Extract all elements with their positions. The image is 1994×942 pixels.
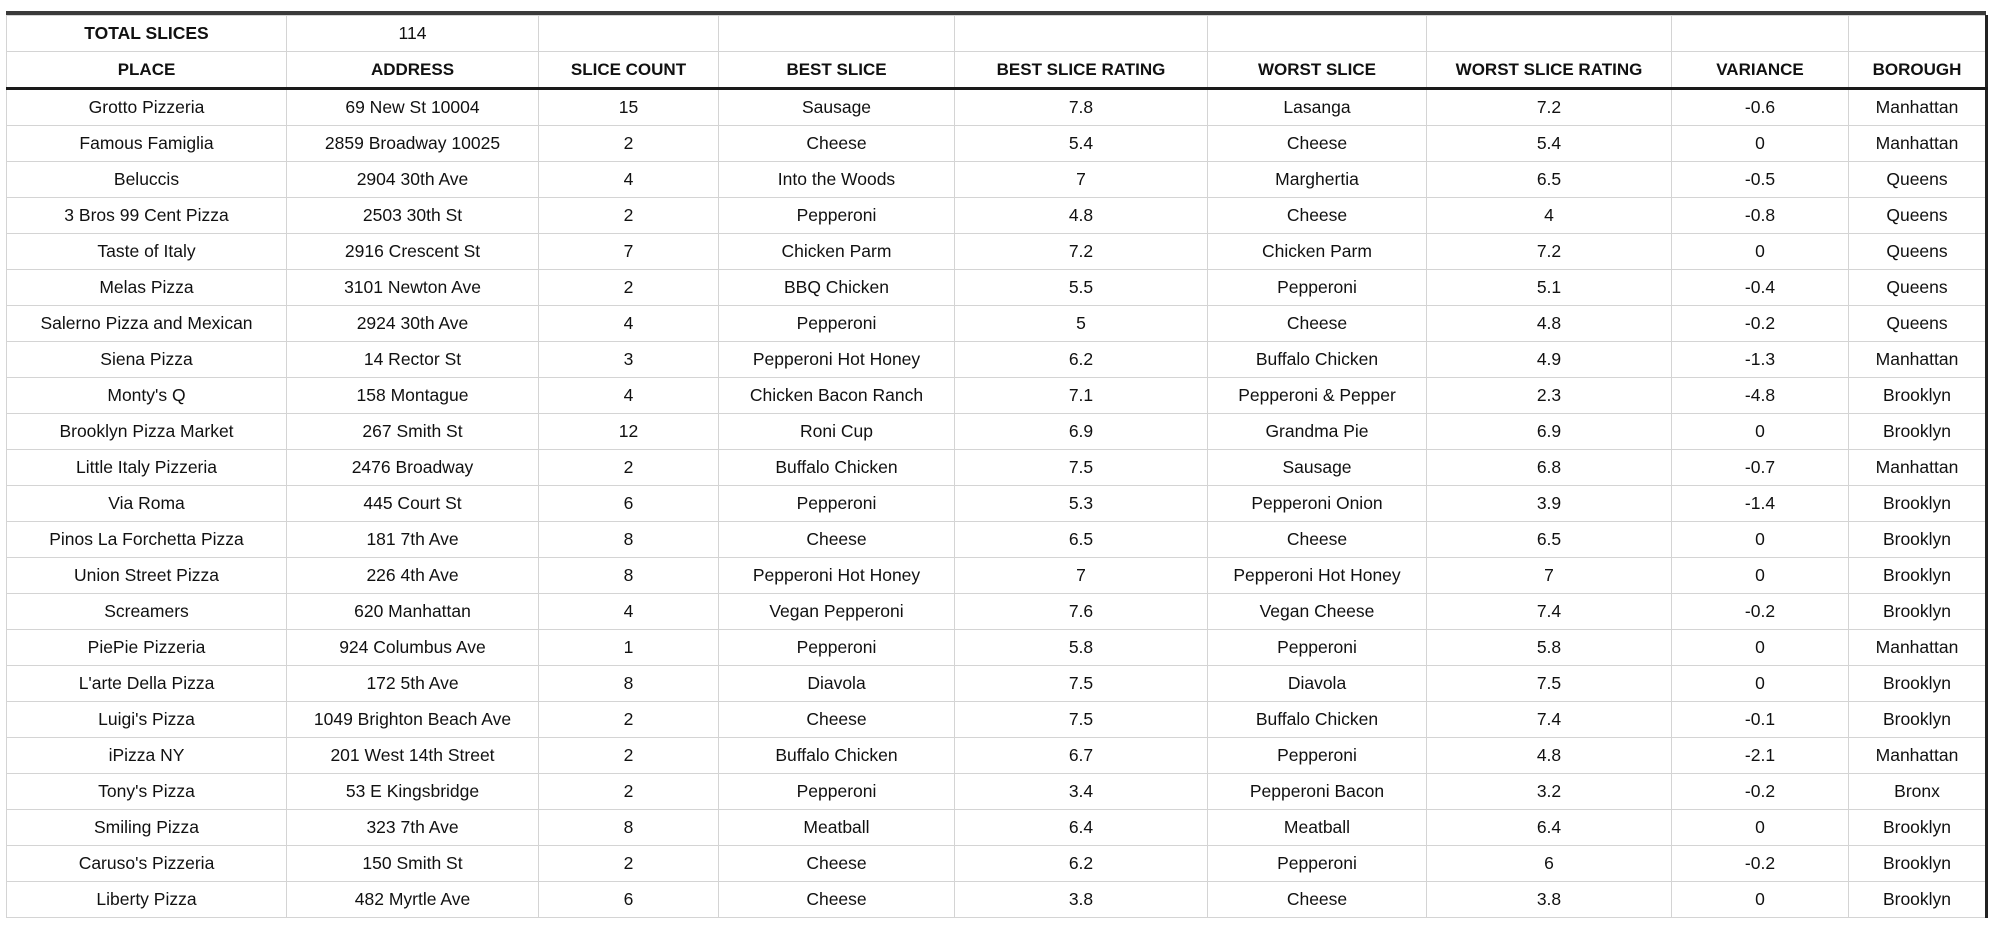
cell-worst-slice[interactable]: Sausage: [1208, 450, 1427, 486]
cell-borough[interactable]: Brooklyn: [1849, 522, 1987, 558]
cell-variance[interactable]: 0: [1672, 666, 1849, 702]
cell-best-slice-rating[interactable]: 3.8: [955, 882, 1208, 918]
cell-worst-slice-rating[interactable]: 7.2: [1427, 234, 1672, 270]
cell-best-slice[interactable]: BBQ Chicken: [719, 270, 955, 306]
cell-worst-slice-rating[interactable]: 6.8: [1427, 450, 1672, 486]
cell-variance[interactable]: -4.8: [1672, 378, 1849, 414]
cell-borough[interactable]: Brooklyn: [1849, 666, 1987, 702]
cell-borough[interactable]: Bronx: [1849, 774, 1987, 810]
table-row: [7, 342, 1987, 378]
header-worst-slice-rating[interactable]: WORST SLICE RATING: [1427, 52, 1672, 89]
table-row: [7, 126, 1987, 162]
cell-slice-count[interactable]: 2: [539, 774, 719, 810]
table-row: [7, 522, 1987, 558]
cell-variance[interactable]: -1.3: [1672, 342, 1849, 378]
cell-address[interactable]: 69 New St 10004: [287, 89, 539, 126]
cell-worst-slice-rating[interactable]: 3.9: [1427, 486, 1672, 522]
cell-best-slice[interactable]: Chicken Parm: [719, 234, 955, 270]
cell-variance[interactable]: -0.7: [1672, 450, 1849, 486]
cell-variance[interactable]: -0.2: [1672, 774, 1849, 810]
cell-borough[interactable]: Brooklyn: [1849, 702, 1987, 738]
cell-address[interactable]: 2476 Broadway: [287, 450, 539, 486]
cell-slice-count[interactable]: 4: [539, 306, 719, 342]
cell-best-slice-rating[interactable]: 3.4: [955, 774, 1208, 810]
cell-place[interactable]: Via Roma: [7, 486, 287, 522]
cell-address[interactable]: 53 E Kingsbridge: [287, 774, 539, 810]
cell-borough[interactable]: Manhattan: [1849, 89, 1987, 126]
cell-worst-slice[interactable]: Vegan Cheese: [1208, 594, 1427, 630]
cell-worst-slice-rating[interactable]: 6.4: [1427, 810, 1672, 846]
cell-best-slice[interactable]: Cheese: [719, 702, 955, 738]
cell-best-slice[interactable]: Into the Woods: [719, 162, 955, 198]
cell-worst-slice-rating[interactable]: 7.4: [1427, 702, 1672, 738]
empty-cell[interactable]: [1672, 16, 1849, 52]
cell-place[interactable]: Grotto Pizzeria: [7, 89, 287, 126]
cell-place[interactable]: Salerno Pizza and Mexican: [7, 306, 287, 342]
cell-variance[interactable]: 0: [1672, 126, 1849, 162]
cell-variance[interactable]: -0.4: [1672, 270, 1849, 306]
cell-variance[interactable]: 0: [1672, 810, 1849, 846]
header-best-slice[interactable]: BEST SLICE: [719, 52, 955, 89]
cell-worst-slice[interactable]: Pepperoni Hot Honey: [1208, 558, 1427, 594]
cell-best-slice[interactable]: Cheese: [719, 522, 955, 558]
cell-place[interactable]: Siena Pizza: [7, 342, 287, 378]
cell-address[interactable]: 924 Columbus Ave: [287, 630, 539, 666]
header-address[interactable]: ADDRESS: [287, 52, 539, 89]
table-row: [7, 486, 1987, 522]
cell-best-slice-rating[interactable]: 5: [955, 306, 1208, 342]
table-row: [7, 558, 1987, 594]
table-row: [7, 270, 1987, 306]
cell-borough[interactable]: Queens: [1849, 234, 1987, 270]
header-best-slice-rating[interactable]: BEST SLICE RATING: [955, 52, 1208, 89]
cell-best-slice[interactable]: Meatball: [719, 810, 955, 846]
cell-address[interactable]: 226 4th Ave: [287, 558, 539, 594]
cell-place[interactable]: iPizza NY: [7, 738, 287, 774]
cell-best-slice-rating[interactable]: 7.5: [955, 702, 1208, 738]
table-row: [7, 774, 1987, 810]
cell-worst-slice[interactable]: Pepperoni: [1208, 630, 1427, 666]
cell-worst-slice-rating[interactable]: 6: [1427, 846, 1672, 882]
header-variance[interactable]: VARIANCE: [1672, 52, 1849, 89]
table-row: [7, 666, 1987, 702]
cell-worst-slice[interactable]: Marghertia: [1208, 162, 1427, 198]
cell-best-slice-rating[interactable]: 7.8: [955, 89, 1208, 126]
cell-best-slice-rating[interactable]: 5.8: [955, 630, 1208, 666]
cell-place[interactable]: Melas Pizza: [7, 270, 287, 306]
cell-borough[interactable]: Brooklyn: [1849, 594, 1987, 630]
total-slices-label[interactable]: TOTAL SLICES: [7, 16, 287, 52]
cell-address[interactable]: 3101 Newton Ave: [287, 270, 539, 306]
cell-borough[interactable]: Brooklyn: [1849, 378, 1987, 414]
cell-worst-slice-rating[interactable]: 6.9: [1427, 414, 1672, 450]
cell-slice-count[interactable]: 2: [539, 126, 719, 162]
cell-slice-count[interactable]: 8: [539, 666, 719, 702]
cell-best-slice-rating[interactable]: 4.8: [955, 198, 1208, 234]
cell-worst-slice-rating[interactable]: 4.8: [1427, 306, 1672, 342]
cell-slice-count[interactable]: 2: [539, 846, 719, 882]
cell-worst-slice-rating[interactable]: 6.5: [1427, 522, 1672, 558]
cell-best-slice-rating[interactable]: 5.4: [955, 126, 1208, 162]
cell-worst-slice-rating[interactable]: 2.3: [1427, 378, 1672, 414]
cell-best-slice-rating[interactable]: 7: [955, 162, 1208, 198]
cell-borough[interactable]: Brooklyn: [1849, 486, 1987, 522]
table-row: [7, 738, 1987, 774]
cell-worst-slice[interactable]: Buffalo Chicken: [1208, 702, 1427, 738]
table-body: [7, 89, 1987, 918]
empty-cell[interactable]: [1427, 16, 1672, 52]
cell-worst-slice[interactable]: Diavola: [1208, 666, 1427, 702]
cell-borough[interactable]: Manhattan: [1849, 630, 1987, 666]
cell-best-slice-rating[interactable]: 7.5: [955, 666, 1208, 702]
cell-worst-slice[interactable]: Pepperoni: [1208, 846, 1427, 882]
cell-best-slice-rating[interactable]: 6.2: [955, 846, 1208, 882]
cell-best-slice[interactable]: Sausage: [719, 89, 955, 126]
cell-borough[interactable]: Brooklyn: [1849, 558, 1987, 594]
cell-place[interactable]: Liberty Pizza: [7, 882, 287, 918]
cell-best-slice-rating[interactable]: 7.6: [955, 594, 1208, 630]
cell-worst-slice-rating[interactable]: 3.2: [1427, 774, 1672, 810]
cell-best-slice-rating[interactable]: 5.5: [955, 270, 1208, 306]
cell-borough[interactable]: Brooklyn: [1849, 810, 1987, 846]
cell-best-slice-rating[interactable]: 7.2: [955, 234, 1208, 270]
cell-worst-slice-rating[interactable]: 3.8: [1427, 882, 1672, 918]
cell-worst-slice-rating[interactable]: 7.2: [1427, 89, 1672, 126]
cell-worst-slice[interactable]: Cheese: [1208, 882, 1427, 918]
cell-worst-slice-rating[interactable]: 5.1: [1427, 270, 1672, 306]
cell-borough[interactable]: Manhattan: [1849, 126, 1987, 162]
table-row: [7, 450, 1987, 486]
cell-best-slice[interactable]: Cheese: [719, 882, 955, 918]
cell-best-slice[interactable]: Cheese: [719, 126, 955, 162]
cell-slice-count[interactable]: 7: [539, 234, 719, 270]
cell-best-slice[interactable]: Pepperoni: [719, 774, 955, 810]
cell-slice-count[interactable]: 2: [539, 738, 719, 774]
cell-worst-slice[interactable]: Cheese: [1208, 306, 1427, 342]
cell-borough[interactable]: Manhattan: [1849, 342, 1987, 378]
cell-borough[interactable]: Brooklyn: [1849, 882, 1987, 918]
cell-place[interactable]: Luigi's Pizza: [7, 702, 287, 738]
total-slices-row: [7, 16, 1987, 52]
table-row: [7, 594, 1987, 630]
cell-borough[interactable]: Manhattan: [1849, 450, 1987, 486]
empty-cell[interactable]: [1208, 16, 1427, 52]
cell-place[interactable]: Union Street Pizza: [7, 558, 287, 594]
cell-worst-slice-rating[interactable]: 4.8: [1427, 738, 1672, 774]
total-slices-value[interactable]: 114: [287, 16, 539, 52]
cell-slice-count[interactable]: 2: [539, 270, 719, 306]
cell-variance[interactable]: -0.2: [1672, 846, 1849, 882]
cell-variance[interactable]: -0.5: [1672, 162, 1849, 198]
cell-variance[interactable]: -0.1: [1672, 702, 1849, 738]
cell-address[interactable]: 181 7th Ave: [287, 522, 539, 558]
cell-best-slice-rating[interactable]: 7.1: [955, 378, 1208, 414]
cell-place[interactable]: Famous Famiglia: [7, 126, 287, 162]
cell-variance[interactable]: 0: [1672, 882, 1849, 918]
cell-best-slice-rating[interactable]: 6.7: [955, 738, 1208, 774]
table-row: [7, 234, 1987, 270]
cell-borough[interactable]: Queens: [1849, 306, 1987, 342]
cell-place[interactable]: Screamers: [7, 594, 287, 630]
cell-address[interactable]: 2916 Crescent St: [287, 234, 539, 270]
pizza-ratings-table: [6, 15, 1988, 918]
cell-best-slice[interactable]: Buffalo Chicken: [719, 738, 955, 774]
cell-slice-count[interactable]: 4: [539, 162, 719, 198]
cell-slice-count[interactable]: 8: [539, 810, 719, 846]
cell-worst-slice-rating[interactable]: 7.5: [1427, 666, 1672, 702]
table-row: [7, 882, 1987, 918]
cell-worst-slice[interactable]: Cheese: [1208, 198, 1427, 234]
empty-cell[interactable]: [1849, 16, 1987, 52]
cell-borough[interactable]: Queens: [1849, 198, 1987, 234]
cell-borough[interactable]: Brooklyn: [1849, 414, 1987, 450]
cell-best-slice[interactable]: Pepperoni: [719, 486, 955, 522]
cell-borough[interactable]: Brooklyn: [1849, 846, 1987, 882]
cell-address[interactable]: 158 Montague: [287, 378, 539, 414]
cell-best-slice-rating[interactable]: 7.5: [955, 450, 1208, 486]
cell-best-slice[interactable]: Buffalo Chicken: [719, 450, 955, 486]
cell-slice-count[interactable]: 8: [539, 558, 719, 594]
cell-variance[interactable]: 0: [1672, 558, 1849, 594]
cell-worst-slice-rating[interactable]: 4.9: [1427, 342, 1672, 378]
cell-best-slice[interactable]: Diavola: [719, 666, 955, 702]
cell-address[interactable]: 445 Court St: [287, 486, 539, 522]
cell-slice-count[interactable]: 2: [539, 450, 719, 486]
cell-place[interactable]: Pinos La Forchetta Pizza: [7, 522, 287, 558]
cell-best-slice[interactable]: Pepperoni Hot Honey: [719, 558, 955, 594]
cell-worst-slice-rating[interactable]: 6.5: [1427, 162, 1672, 198]
cell-worst-slice-rating[interactable]: 5.4: [1427, 126, 1672, 162]
cell-best-slice-rating[interactable]: 6.5: [955, 522, 1208, 558]
table-row: [7, 702, 1987, 738]
cell-place[interactable]: L'arte Della Pizza: [7, 666, 287, 702]
cell-slice-count[interactable]: 6: [539, 882, 719, 918]
cell-place[interactable]: Little Italy Pizzeria: [7, 450, 287, 486]
empty-cell[interactable]: [539, 16, 719, 52]
cell-slice-count[interactable]: 3: [539, 342, 719, 378]
cell-variance[interactable]: 0: [1672, 522, 1849, 558]
cell-variance[interactable]: 0: [1672, 234, 1849, 270]
cell-borough[interactable]: Queens: [1849, 162, 1987, 198]
cell-slice-count[interactable]: 12: [539, 414, 719, 450]
cell-slice-count[interactable]: 4: [539, 594, 719, 630]
cell-worst-slice-rating[interactable]: 7.4: [1427, 594, 1672, 630]
table-row: [7, 89, 1987, 126]
cell-worst-slice[interactable]: Pepperoni: [1208, 738, 1427, 774]
cell-variance[interactable]: -1.4: [1672, 486, 1849, 522]
cell-address[interactable]: 1049 Brighton Beach Ave: [287, 702, 539, 738]
cell-variance[interactable]: -2.1: [1672, 738, 1849, 774]
cell-best-slice[interactable]: Pepperoni: [719, 198, 955, 234]
cell-slice-count[interactable]: 2: [539, 702, 719, 738]
table-row: [7, 162, 1987, 198]
cell-address[interactable]: 267 Smith St: [287, 414, 539, 450]
cell-worst-slice[interactable]: Cheese: [1208, 126, 1427, 162]
cell-place[interactable]: Caruso's Pizzeria: [7, 846, 287, 882]
cell-best-slice[interactable]: Cheese: [719, 846, 955, 882]
cell-worst-slice[interactable]: Buffalo Chicken: [1208, 342, 1427, 378]
cell-address[interactable]: 2503 30th St: [287, 198, 539, 234]
cell-variance[interactable]: 0: [1672, 630, 1849, 666]
table-row: [7, 378, 1987, 414]
cell-place[interactable]: Taste of Italy: [7, 234, 287, 270]
header-place[interactable]: PLACE: [7, 52, 287, 89]
cell-address[interactable]: 14 Rector St: [287, 342, 539, 378]
header-worst-slice[interactable]: WORST SLICE: [1208, 52, 1427, 89]
cell-slice-count[interactable]: 2: [539, 198, 719, 234]
cell-variance[interactable]: -0.2: [1672, 306, 1849, 342]
cell-variance[interactable]: -0.8: [1672, 198, 1849, 234]
cell-variance[interactable]: 0: [1672, 414, 1849, 450]
cell-best-slice-rating[interactable]: 6.2: [955, 342, 1208, 378]
cell-address[interactable]: 201 West 14th Street: [287, 738, 539, 774]
cell-worst-slice[interactable]: Lasanga: [1208, 89, 1427, 126]
cell-variance[interactable]: -0.2: [1672, 594, 1849, 630]
table-row: [7, 810, 1987, 846]
cell-address[interactable]: 2924 30th Ave: [287, 306, 539, 342]
cell-worst-slice[interactable]: Meatball: [1208, 810, 1427, 846]
table-row: [7, 846, 1987, 882]
header-slice-count[interactable]: SLICE COUNT: [539, 52, 719, 89]
cell-best-slice-rating[interactable]: 5.3: [955, 486, 1208, 522]
table-row: [7, 414, 1987, 450]
cell-borough[interactable]: Queens: [1849, 270, 1987, 306]
cell-best-slice-rating[interactable]: 7: [955, 558, 1208, 594]
cell-place[interactable]: 3 Bros 99 Cent Pizza: [7, 198, 287, 234]
cell-best-slice-rating[interactable]: 6.9: [955, 414, 1208, 450]
header-borough[interactable]: BOROUGH: [1849, 52, 1987, 89]
cell-slice-count[interactable]: 15: [539, 89, 719, 126]
cell-variance[interactable]: -0.6: [1672, 89, 1849, 126]
table-row: [7, 630, 1987, 666]
cell-best-slice[interactable]: Pepperoni: [719, 306, 955, 342]
cell-slice-count[interactable]: 8: [539, 522, 719, 558]
column-header-row: [7, 52, 1987, 89]
cell-best-slice-rating[interactable]: 6.4: [955, 810, 1208, 846]
cell-worst-slice-rating[interactable]: 4: [1427, 198, 1672, 234]
table-row: [7, 306, 1987, 342]
cell-worst-slice[interactable]: Pepperoni: [1208, 270, 1427, 306]
cell-address[interactable]: 172 5th Ave: [287, 666, 539, 702]
empty-cell[interactable]: [955, 16, 1208, 52]
empty-cell[interactable]: [719, 16, 955, 52]
cell-place[interactable]: Brooklyn Pizza Market: [7, 414, 287, 450]
cell-worst-slice[interactable]: Pepperoni & Pepper: [1208, 378, 1427, 414]
cell-address[interactable]: 323 7th Ave: [287, 810, 539, 846]
cell-worst-slice-rating[interactable]: 7: [1427, 558, 1672, 594]
cell-best-slice[interactable]: Pepperoni Hot Honey: [719, 342, 955, 378]
cell-address[interactable]: 482 Myrtle Ave: [287, 882, 539, 918]
cell-address[interactable]: 2904 30th Ave: [287, 162, 539, 198]
cell-best-slice[interactable]: Roni Cup: [719, 414, 955, 450]
spreadsheet: [6, 11, 1986, 918]
cell-place[interactable]: Monty's Q: [7, 378, 287, 414]
cell-best-slice[interactable]: Pepperoni: [719, 630, 955, 666]
cell-best-slice[interactable]: Vegan Pepperoni: [719, 594, 955, 630]
cell-slice-count[interactable]: 4: [539, 378, 719, 414]
cell-best-slice[interactable]: Chicken Bacon Ranch: [719, 378, 955, 414]
cell-place[interactable]: Smiling Pizza: [7, 810, 287, 846]
cell-worst-slice-rating[interactable]: 5.8: [1427, 630, 1672, 666]
table-row: [7, 198, 1987, 234]
cell-slice-count[interactable]: 1: [539, 630, 719, 666]
cell-address[interactable]: 2859 Broadway 10025: [287, 126, 539, 162]
cell-place[interactable]: Tony's Pizza: [7, 774, 287, 810]
cell-worst-slice[interactable]: Pepperoni Onion: [1208, 486, 1427, 522]
cell-worst-slice[interactable]: Grandma Pie: [1208, 414, 1427, 450]
cell-borough[interactable]: Manhattan: [1849, 738, 1987, 774]
cell-worst-slice[interactable]: Pepperoni Bacon: [1208, 774, 1427, 810]
cell-worst-slice[interactable]: Chicken Parm: [1208, 234, 1427, 270]
cell-place[interactable]: Beluccis: [7, 162, 287, 198]
cell-worst-slice[interactable]: Cheese: [1208, 522, 1427, 558]
cell-place[interactable]: PiePie Pizzeria: [7, 630, 287, 666]
cell-address[interactable]: 150 Smith St: [287, 846, 539, 882]
cell-address[interactable]: 620 Manhattan: [287, 594, 539, 630]
cell-slice-count[interactable]: 6: [539, 486, 719, 522]
